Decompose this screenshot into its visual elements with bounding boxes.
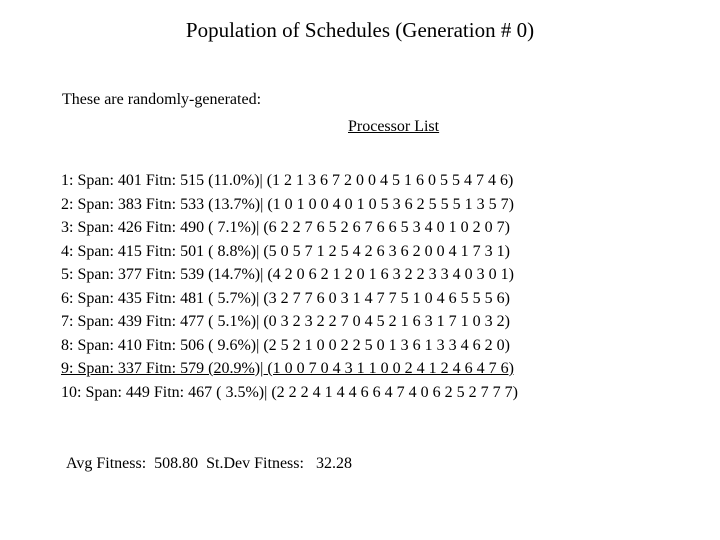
schedule-row: 6: Span: 435 Fitn: 481 ( 5.7%)| (3 2 7 7 6 0 3 1 4 7 7 5 1 0 4 6 5 5 5 6) bbox=[61, 289, 510, 307]
schedule-row: 5: Span: 377 Fitn: 539 (14.7%)| (4 2 0 6 2 1 2 0 1 6 3 2 2 3 3 4 0 3 0 1) bbox=[61, 266, 514, 283]
page-title: Population of Schedules (Generation # 0) bbox=[185, 18, 535, 42]
schedule-row: 3: Span: 426 Fitn: 490 ( 7.1%)| (6 2 2 7 6 5 2 6 7 6 6 5 3 4 0 1 0 2 0 7) bbox=[61, 219, 510, 236]
schedule-row: 10: Span: 449 Fitn: 467 ( 3.5%)| (2 2 2 4 1 4 4 6 6 4 7 4 0 6 2 5 2 7 7 7) bbox=[61, 383, 518, 401]
schedule-row: 2: Span: 383 Fitn: 533 (13.7%)| (1 0 1 0 0 4 0 1 0 5 3 6 2 5 5 5 1 3 5 7) bbox=[61, 195, 514, 213]
schedule-row: 8: Span: 410 Fitn: 506 ( 9.6%)| (2 5 2 1 0 0 2 2 5 0 1 3 6 1 3 3 4 6 2 0) bbox=[61, 336, 510, 354]
schedule-row-best: 9: Span: 337 Fitn: 579 (20.9%)| (1 0 0 7 0 4 3 1 1 0 0 2 4 1 2 4 6 4 7 6) bbox=[61, 360, 514, 377]
schedule-row: 7: Span: 439 Fitn: 477 ( 5.1%)| (0 3 2 3 2 2 7 0 4 5 2 1 6 3 1 7 1 0 3 2) bbox=[61, 313, 510, 330]
schedule-row: 4: Span: 415 Fitn: 501 ( 8.8%)| (5 0 5 7 1 2 5 4 2 6 3 6 2 0 0 4 1 7 3 1) bbox=[61, 242, 510, 260]
fitness-stats: Avg Fitness: 508.80 St.Dev Fitness: 32.28 bbox=[66, 455, 352, 472]
schedule-list bbox=[61, 169, 518, 404]
schedule-row: 1: Span: 401 Fitn: 515 (11.0%)| (1 2 1 3 6 7 2 0 0 4 5 1 6 0 5 5 4 7 4 6) bbox=[61, 172, 514, 189]
intro-text: These are randomly-generated: bbox=[62, 91, 262, 108]
processor-list-header: Processor List bbox=[348, 118, 440, 135]
